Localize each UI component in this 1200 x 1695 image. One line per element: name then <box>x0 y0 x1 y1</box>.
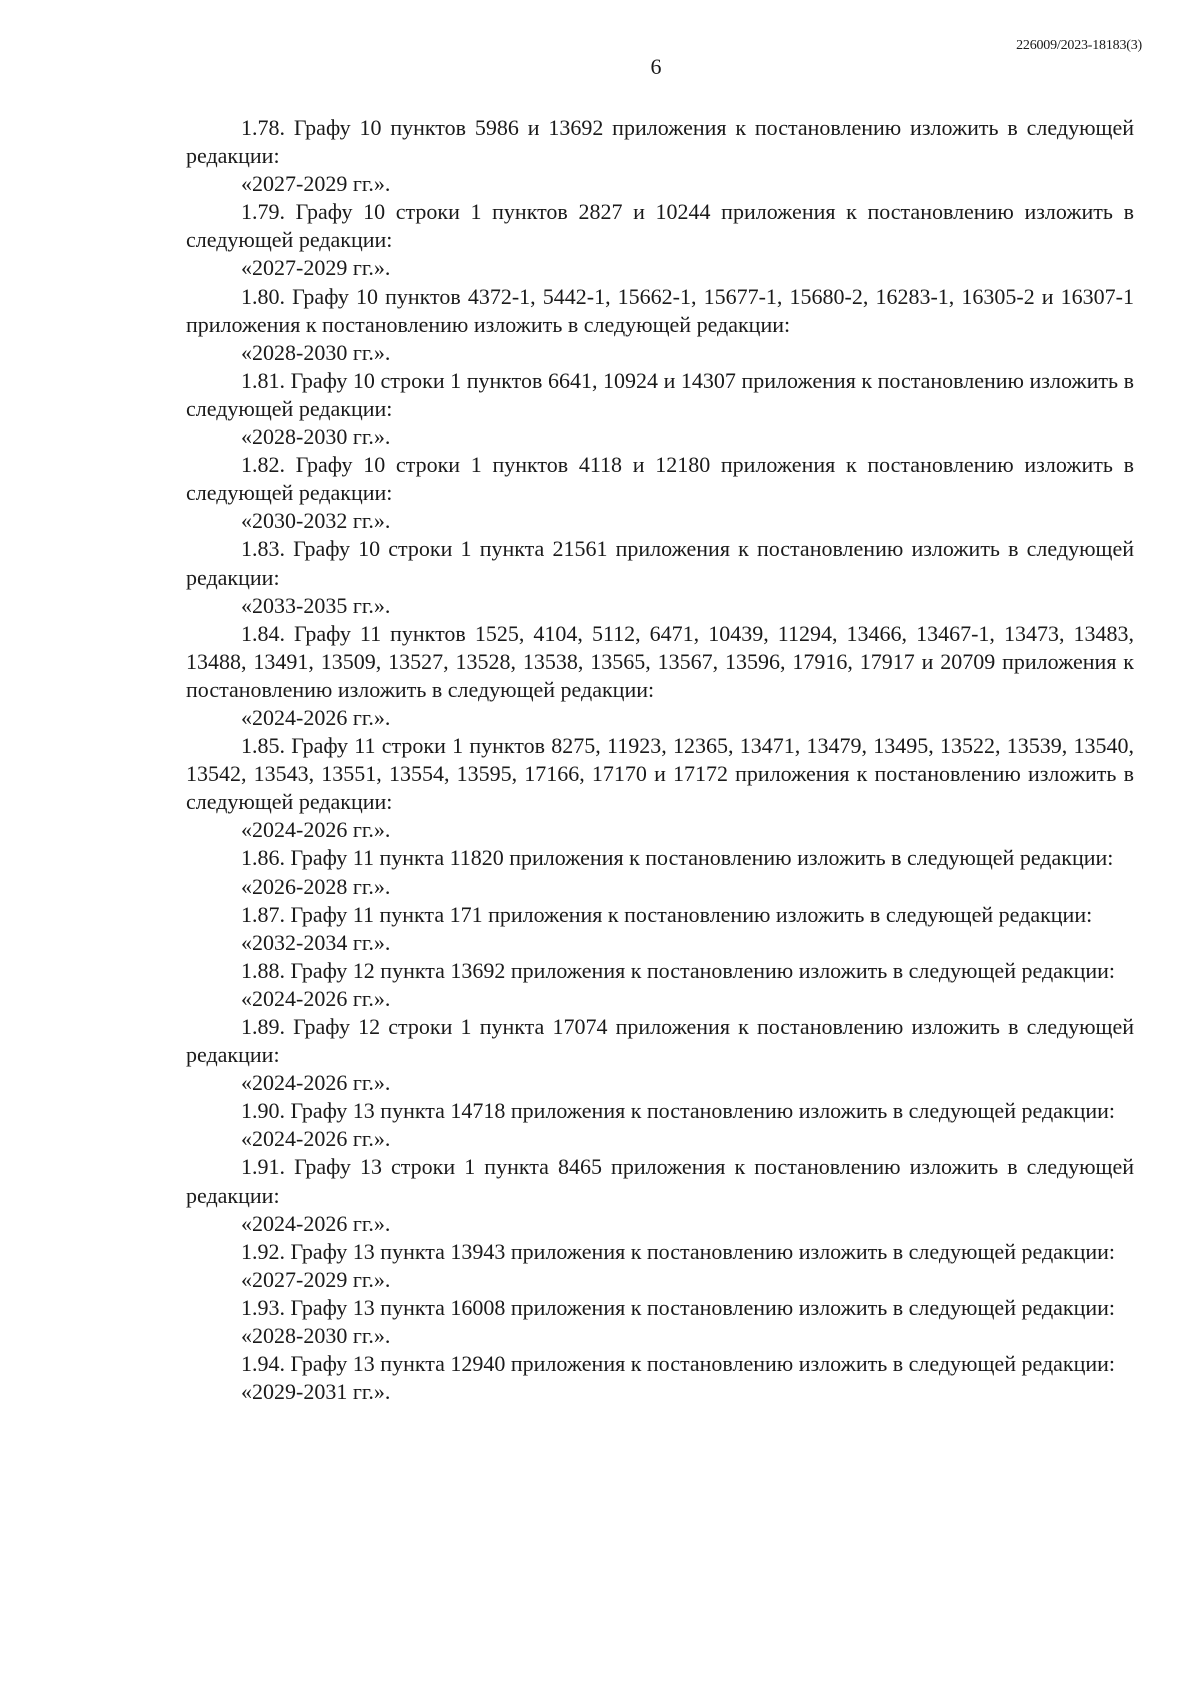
amendment-text: 1.81. Графу 10 строки 1 пунктов 6641, 10924 и 14307 приложения к постановлению изложить в следующей редакции: <box>186 367 1134 421</box>
amendment-value: «2028-2030 гг.». <box>241 1323 391 1349</box>
amendment-item <box>186 732 1134 844</box>
amendment-text: 1.84. Графу 11 пунктов 1525, 4104, 5112, 6471, 10439, 11294, 13466, 13467-1, 13473, 13483, 13488, 13491, 13509, 13527, 13528, 13538, 13565, 13567, 13596, 17916, 17917 и 20709 приложения к постановлению изложить в следующей редакции: <box>186 620 1134 702</box>
amendment-text: 1.87. Графу 11 пункта 171 приложения к постановлению изложить в следующей редакции: <box>241 901 1093 927</box>
amendment-text: 1.88. Графу 12 пункта 13692 приложения к постановлению изложить в следующей редакции: <box>241 957 1116 983</box>
amendment-value: «2028-2030 гг.». <box>241 424 391 450</box>
amendment-text: 1.78. Графу 10 пунктов 5986 и 13692 приложения к постановлению изложить в следующей редакции: <box>186 115 1134 169</box>
amendment-text: 1.85. Графу 11 строки 1 пунктов 8275, 11923, 12365, 13471, 13479, 13495, 13522, 13539, 13540, 13542, 13543, 13551, 13554, 13595, 17166, 17170 и 17172 приложения к постановлению изложить в следующей редакции: <box>186 733 1134 815</box>
amendment-text: 1.83. Графу 10 строки 1 пункта 21561 приложения к постановлению изложить в следующей редакции: <box>186 536 1134 590</box>
amendment-value: «2033-2035 гг.». <box>241 592 391 618</box>
amendment-value: «2024-2026 гг.». <box>241 985 391 1011</box>
amendment-item <box>186 1238 1134 1294</box>
amendment-value: «2024-2026 гг.». <box>241 1070 391 1096</box>
amendment-text: 1.94. Графу 13 пункта 12940 приложения к постановлению изложить в следующей редакции: <box>241 1351 1116 1377</box>
amendment-item <box>186 367 1134 451</box>
page-number: 6 <box>650 54 662 79</box>
amendment-value: «2029-2031 гг.». <box>241 1379 391 1405</box>
amendment-value: «2024-2026 гг.». <box>241 1210 391 1236</box>
amendment-text: 1.89. Графу 12 строки 1 пункта 17074 приложения к постановлению изложить в следующей редакции: <box>186 1014 1134 1068</box>
amendment-value: «2028-2030 гг.». <box>241 339 391 365</box>
amendment-text: 1.92. Графу 13 пункта 13943 приложения к постановлению изложить в следующей редакции: <box>241 1238 1116 1264</box>
amendment-text: 1.93. Графу 13 пункта 16008 приложения к постановлению изложить в следующей редакции: <box>241 1294 1116 1320</box>
amendment-item <box>186 1350 1134 1406</box>
amendment-item <box>186 535 1134 619</box>
amendment-item <box>186 114 1134 198</box>
amendment-value: «2024-2026 гг.». <box>241 817 391 843</box>
amendment-text: 1.91. Графу 13 строки 1 пункта 8465 приложения к постановлению изложить в следующей редакции: <box>186 1154 1134 1208</box>
amendment-value: «2024-2026 гг.». <box>241 704 391 730</box>
amendment-item <box>186 620 1134 732</box>
amendment-item <box>186 283 1134 367</box>
amendment-item <box>186 198 1134 282</box>
amendment-value: «2027-2029 гг.». <box>241 1266 391 1292</box>
amendment-value: «2024-2026 гг.». <box>241 1126 391 1152</box>
amendment-item <box>186 844 1134 900</box>
amendment-value: «2032-2034 гг.». <box>241 929 391 955</box>
amendment-value: «2030-2032 гг.». <box>241 508 391 534</box>
amendment-text: 1.90. Графу 13 пункта 14718 приложения к постановлению изложить в следующей редакции: <box>241 1098 1116 1124</box>
amendment-text: 1.79. Графу 10 строки 1 пунктов 2827 и 10244 приложения к постановлению изложить в следующей редакции: <box>186 199 1134 253</box>
amendment-item <box>186 1294 1134 1350</box>
amendment-item <box>186 451 1134 535</box>
amendment-item <box>186 957 1134 1013</box>
amendment-value: «2027-2029 гг.». <box>241 255 391 281</box>
amendment-item <box>186 1013 1134 1097</box>
document-registration-number: 226009/2023-18183(3) <box>1016 38 1142 53</box>
amendment-item <box>186 901 1134 957</box>
amendment-text: 1.80. Графу 10 пунктов 4372-1, 5442-1, 15662-1, 15677-1, 15680-2, 16283-1, 16305-2 и 16307-1 приложения к постановлению изложить в следующей редакции: <box>186 283 1134 337</box>
amendment-item <box>186 1097 1134 1153</box>
amendment-text: 1.86. Графу 11 пункта 11820 приложения к постановлению изложить в следующей редакции: <box>241 845 1114 871</box>
amendment-value: «2026-2028 гг.». <box>241 873 391 899</box>
amendment-text: 1.82. Графу 10 строки 1 пунктов 4118 и 12180 приложения к постановлению изложить в следующей редакции: <box>186 452 1134 506</box>
amendment-value: «2027-2029 гг.». <box>241 171 391 197</box>
amendment-item <box>186 1153 1134 1237</box>
document-body <box>186 114 1134 1406</box>
